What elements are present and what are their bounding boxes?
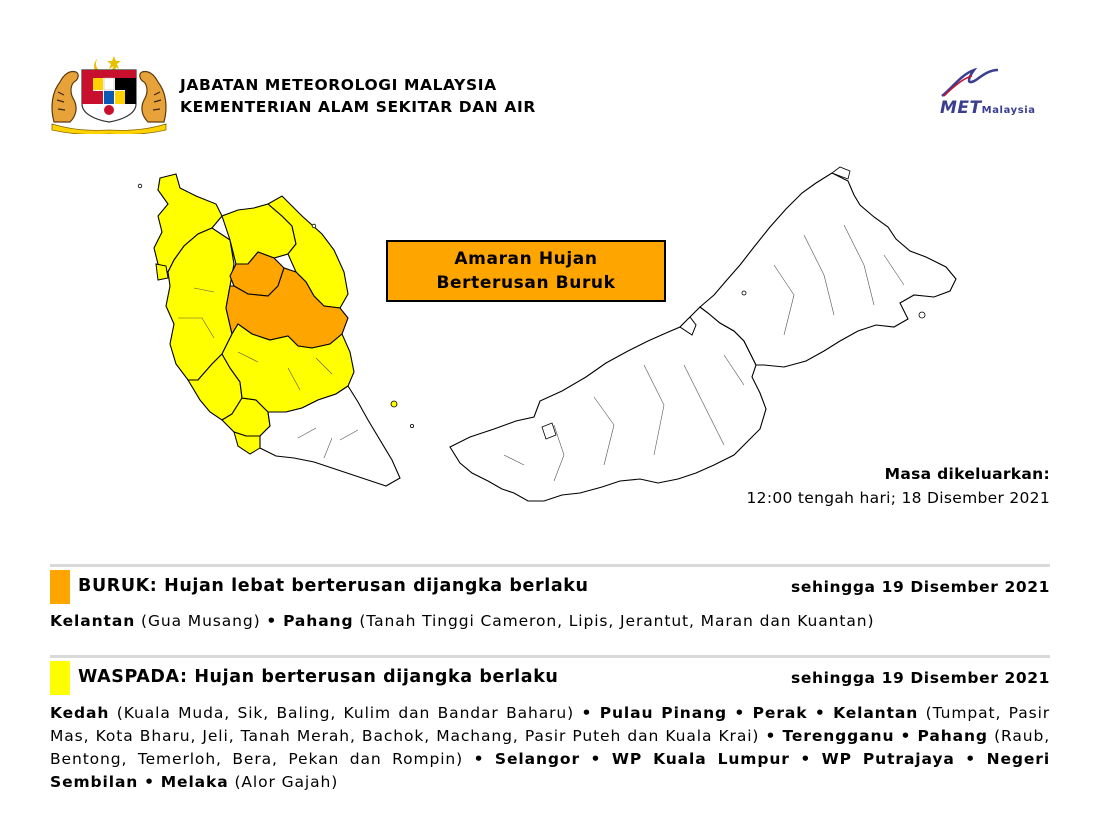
- agency-name: [180, 74, 536, 118]
- area-districts: (Alor Gajah): [234, 773, 339, 791]
- area-state: Pahang: [283, 612, 354, 630]
- issue-time-value: 12:00 tengah hari; 18 Disember 2021: [746, 489, 1050, 507]
- buruk-level-bar: [50, 570, 70, 604]
- sabah-sarawak-map: [444, 165, 964, 513]
- area-state: Pahang: [917, 727, 988, 745]
- area-state: Selangor: [494, 750, 580, 768]
- area-state: Kelantan: [50, 612, 136, 630]
- section-waspada-title: WASPADA: Hujan berterusan dijangka berlaku: [78, 667, 559, 687]
- warning-title-line-2: Berterusan Buruk: [436, 273, 616, 293]
- issue-time: [747, 462, 1051, 510]
- section-buruk-areas: Kelantan (Gua Musang) • Pahang (Tanah Tinggi Cameron, Lipis, Jerantut, Maran dan Kuantan): [50, 612, 875, 630]
- agency-line-1: JABATAN METEOROLOGI MALAYSIA: [180, 76, 497, 94]
- warning-title-line-1: Amaran Hujan: [454, 249, 598, 269]
- area-state: Terengganu: [782, 727, 895, 745]
- region-sarawak: [450, 307, 766, 501]
- area-state: Perak: [752, 704, 808, 722]
- area-districts: (Kuala Muda, Sik, Baling, Kulim dan Bandar Baharu): [116, 704, 575, 722]
- area-districts: (Raub, Bentong, Temerloh, Bera, Pekan dan Rompin): [50, 727, 1051, 768]
- agency-line-2: KEMENTERIAN ALAM SEKITAR DAN AIR: [180, 98, 536, 116]
- area-state: Kedah: [50, 704, 110, 722]
- waspada-level-bar: [50, 661, 70, 695]
- area-districts: (Tumpat, Pasir Mas, Kota Bharu, Jeli, Tanah Merah, Bachok, Machang, Pasir Puteh dan Kuala Krai): [50, 704, 1051, 745]
- malaysia-coat-of-arms: [48, 52, 170, 134]
- area-state: WP Kuala Lumpur: [611, 750, 790, 768]
- section-waspada-areas: Kedah (Kuala Muda, Sik, Baling, Kulim dan Bandar Baharu) • Pulau Pinang • Perak • Kelantan (Tumpat, Pasir Mas, Kota Bharu, Jeli, Tanah Merah, Bachok, Machang, Pasir Puteh dan Kuala Krai) • Terengganu • Pahang (Raub, Bentong, Temerloh, Bera, Pekan dan Rompin) • Selangor • WP Kuala Lumpur • WP Putrajaya • Negeri Sembilan • Melaka (Alor Gajah): [50, 704, 1051, 791]
- area-state: Negeri Sembilan: [50, 750, 1051, 791]
- section-divider: [50, 655, 1050, 658]
- met-logo-sub: Malaysia: [981, 105, 1036, 116]
- peninsular-malaysia-map: [118, 168, 418, 498]
- section-buruk-header: [50, 570, 1050, 604]
- issue-time-label: Masa dikeluarkan:: [884, 465, 1050, 483]
- area-state: Melaka: [160, 773, 229, 791]
- warning-title-box: [386, 240, 666, 302]
- area-state: WP Putrajaya: [821, 750, 955, 768]
- section-waspada-until: sehingga 19 Disember 2021: [791, 669, 1050, 687]
- met-logo-text: MET: [940, 98, 982, 118]
- section-buruk-until: sehingga 19 Disember 2021: [791, 578, 1050, 596]
- area-state: Kelantan: [833, 704, 919, 722]
- section-buruk-title: BURUK: Hujan lebat berterusan dijangka berlaku: [78, 576, 589, 596]
- area-districts: (Tanah Tinggi Cameron, Lipis, Jerantut, Maran dan Kuantan): [359, 612, 875, 630]
- section-waspada-header: [50, 661, 1050, 695]
- region-penang: [156, 264, 168, 280]
- section-divider: [50, 564, 1050, 567]
- area-state: Pulau Pinang: [599, 704, 728, 722]
- area-districts: (Gua Musang): [141, 612, 261, 630]
- met-malaysia-logo: [932, 68, 1048, 122]
